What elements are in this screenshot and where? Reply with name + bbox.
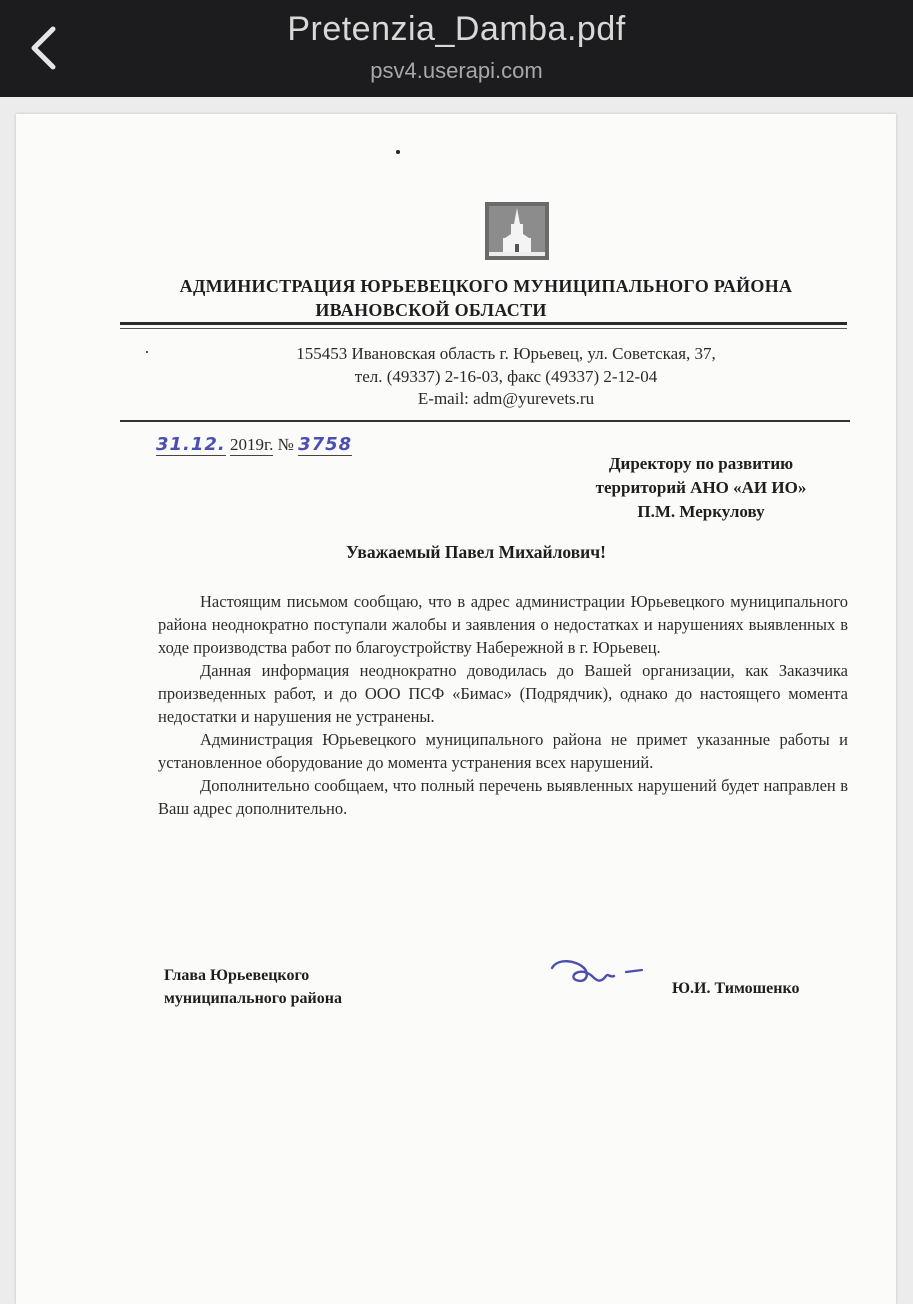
number-sign: № <box>277 435 294 454</box>
org-name-line2: ИВАНОВСКОЙ ОБЛАСТИ <box>315 300 547 320</box>
email-line: E-mail: adm@yurevets.ru <box>417 389 595 408</box>
date-number-line <box>156 434 352 456</box>
signer-name: Ю.И. Тимошенко <box>672 980 800 997</box>
header-divider-thin <box>120 328 847 329</box>
paragraph: Данная информация неоднократно доводилась до Вашей организации, как Заказчика произведенных работ, и до ООО ПСФ «Бимас» (Подрядчик), однако до настоящего момента недостатки и нарушения не устранены. <box>158 661 848 726</box>
paragraph: Администрация Юрьевецкого муниципального района не примет указанные работы и установленное оборудование до момента устранения всех нарушений. <box>158 730 848 772</box>
signer-title <box>164 964 342 1010</box>
document-page[interactable] <box>16 114 896 1304</box>
greeting: Уважаемый Павел Михайлович! <box>346 542 606 562</box>
org-name-line1: АДМИНИСТРАЦИЯ ЮРЬЕВЕЦКОГО МУНИЦИПАЛЬНОГО РАЙОНА <box>179 276 793 296</box>
church-crest-icon <box>485 202 549 260</box>
scan-speck <box>396 150 400 154</box>
recipient-position: Директору по развитию <box>608 454 794 473</box>
handwritten-signature <box>546 954 656 994</box>
signer-title-line2: муниципального района <box>164 990 342 1007</box>
signer-title-line1: Глава Юрьевецкого <box>164 967 310 984</box>
recipient-organization: территорий АНО «АИ ИО» <box>595 478 807 497</box>
date-year: 2019г. <box>230 435 274 454</box>
phone-line: тел. (49337) 2-16-03, факс (49337) 2-12-04 <box>354 367 658 386</box>
document-source: psv4.userapi.com <box>370 58 543 83</box>
handwritten-number: 3758 <box>298 434 353 455</box>
viewer-header <box>0 0 913 97</box>
handwritten-date: 31.12. <box>156 434 226 455</box>
address-line: 155453 Ивановская область г. Юрьевец, ул. Советская, 37, <box>296 344 716 363</box>
header-divider <box>120 322 847 325</box>
paragraph: Дополнительно сообщаем, что полный перечень выявленных нарушений будет направлен в Ваш адрес дополнительно. <box>158 776 848 818</box>
document-title: Pretenzia_Damba.pdf <box>287 10 626 48</box>
scan-speck <box>146 351 148 353</box>
recipient-name: П.М. Меркулову <box>637 502 765 521</box>
address-divider <box>120 420 850 422</box>
letter-body <box>158 590 848 820</box>
paragraph: Настоящим письмом сообщаю, что в адрес администрации Юрьевецкого муниципального района неоднократно поступали жалобы и заявления о недостатках и нарушениях выявленных в ходе производства работ по благоустройству Набережной в г. Юрьевец. <box>158 592 848 657</box>
